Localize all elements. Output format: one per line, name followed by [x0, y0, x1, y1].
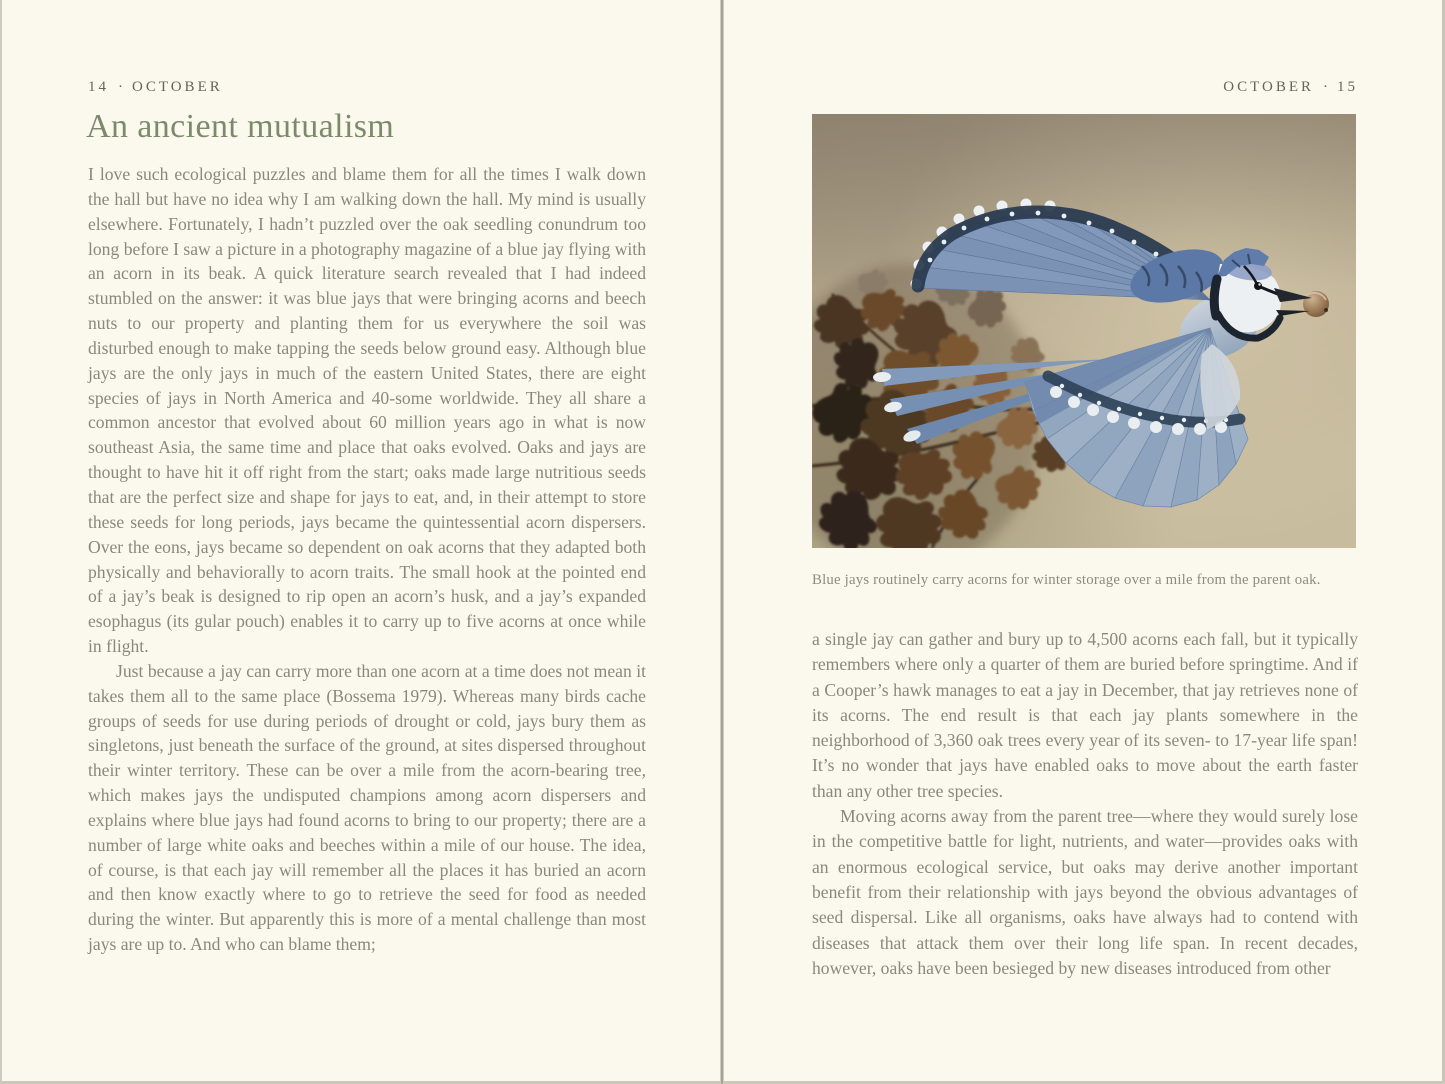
left-page-body — [88, 162, 646, 957]
body-paragraph: Just because a jay can carry more than one acorn at a time does not mean it takes them all to the same place (Bossema 1979). Whereas many birds cache groups of seeds for use during periods of drought or cold, jays bury them as singletons, just beneath the surface of the ground, at sites dispersed throughout their winter territory. These can be over a mile from the acorn-bearing tree, which makes jays the undisputed champions among acorn dispersers and explains where blue jays had found acorns to bring to our property; there are a number of large white oaks and beeches within a mile of our house. The idea, of course, is that each jay will remember all the places it has buried an acorn and then know exactly where to go to retrieve the seed for food as needed during the winter. But apparently this is more of a mental challenge than most jays are up to. And who can blame them; — [88, 660, 646, 955]
page-number-left: 14 — [88, 79, 109, 95]
book-gutter-line — [720, 0, 724, 1084]
body-paragraph: a single jay can gather and bury up to 4,500 acorns each fall, but it typically remembers where only a quarter of them are buried before springtime. And if a Cooper’s hawk manages to eat a jay in December, that jay retrieves none of its acorns. The end result is that each jay plants somewhere in the neighborhood of 3,360 oak trees every year of its seven- to 17-year life span! It’s no wonder that jays have enabled oaks to move about the earth faster than any other tree species. — [812, 629, 1358, 801]
page-number-right: 15 — [1337, 79, 1358, 95]
right-page-body — [812, 627, 1358, 981]
page-edge-left — [0, 0, 2, 1084]
body-paragraph: Moving acorns away from the parent tree—where they would surely lose in the competitive battle for light, nutrients, and water—provides oaks with an enormous ecological service, but oaks may derive another important benefit from their relationship with jays beyond the obvious advantages of seed dispersal. Like all organisms, oaks have always had to contend with diseases that attack them over their long life span. In recent decades, however, oaks have been besieged by new diseases introduced from other — [812, 806, 1358, 978]
running-head-left-label: OCTOBER — [132, 79, 223, 95]
running-head-left — [88, 79, 223, 96]
body-paragraph: I love such ecological puzzles and blame them for all the times I walk down the hall but have no idea why I am walking down the hall. My mind is usually elsewhere. Fortunately, I hadn’t puzzled over the oak seedling conundrum too long before I saw a picture in a photography magazine of a blue jay flying with an acorn in its beak. A quick literature search revealed that I had indeed stumbled on the answer: it was blue jays that were bringing acorns and beech nuts to our property and planting them for us everywhere the soil was disturbed enough to make tapping the seeds below ground easy. Although blue jays are the only jays in much of the eastern United States, there are eight species of jays in North America and 40-some worldwide. They all share a common ancestor that evolved about 60 million years ago in what is now southeast Asia, the same time and place that oaks evolved. Oaks and jays are thought to have hit it off right from the start; oaks made large nutritious seeds that are the perfect size and shape for jays to eat, and, in their attempt to store these seeds for long periods, jays became the quintessential acorn dispersers. Over the eons, jays became so dependent on oak acorns that they adapted both physically and behaviorally to acorn traits. The small hook at the pointed end of a jay’s beak is designed to rip open an acorn’s husk, and a jay’s expanded esophagus (its gular pouch) enables it to carry up to five acorns at once while in flight. — [88, 164, 646, 657]
running-head-right — [1223, 79, 1358, 96]
photo-caption: Blue jays routinely carry acorns for winter storage over a mile from the parent oak. — [812, 572, 1321, 588]
running-head-right-label: OCTOBER — [1223, 79, 1314, 95]
blue-jay-photo — [812, 114, 1356, 548]
running-head-separator-right: · — [1323, 79, 1328, 95]
running-head-separator-left: · — [118, 79, 123, 95]
section-title: An ancient mutualism — [86, 108, 395, 145]
